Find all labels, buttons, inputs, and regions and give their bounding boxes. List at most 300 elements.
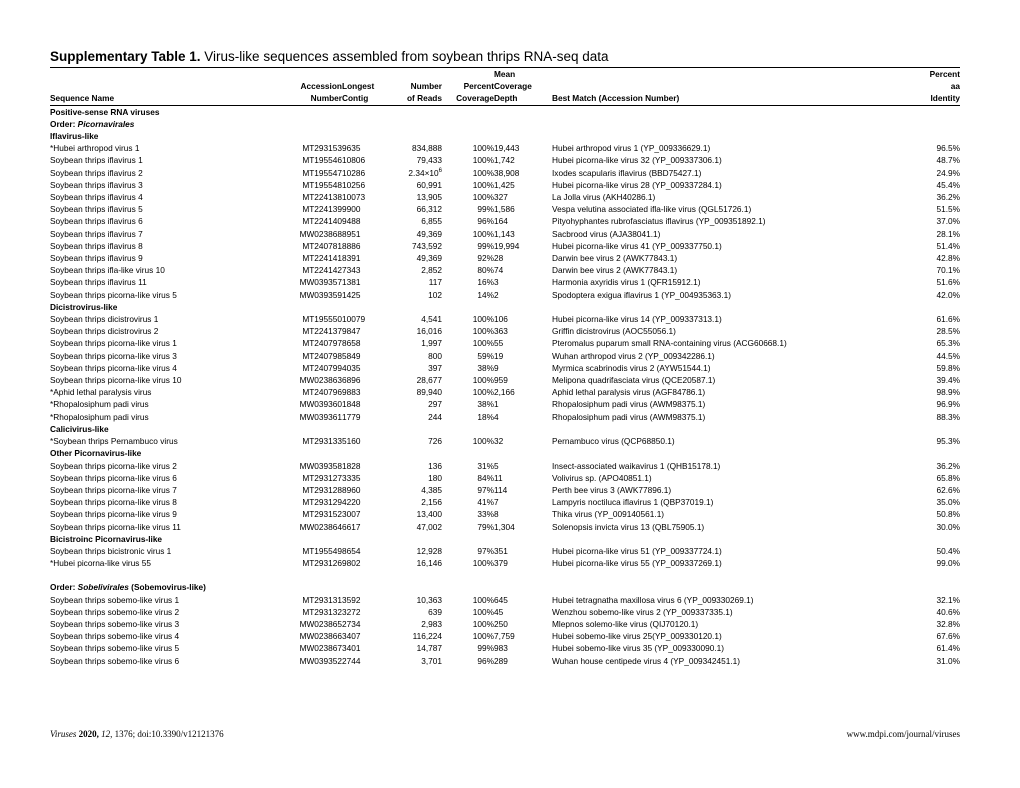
cell-contig: 8960 xyxy=(342,484,361,495)
cell-contig: 2744 xyxy=(342,655,361,666)
cell-acc: MT240781 xyxy=(302,240,342,251)
cell-contig: 8658 xyxy=(342,338,361,349)
column-header-acc xyxy=(282,68,342,80)
table-row xyxy=(50,191,960,203)
cell-cov: 99% xyxy=(477,643,494,654)
cell-acc: MT240798 xyxy=(302,350,342,361)
cell-contig: 4035 xyxy=(342,362,361,373)
cell-acc: MT240796 xyxy=(302,387,342,398)
column-header-cov xyxy=(442,68,494,80)
cell-name: *Hubei arthropod virus 1 xyxy=(50,143,140,154)
cell-ident: 51.6% xyxy=(936,277,960,288)
cell-contig: 3592 xyxy=(342,594,361,605)
table-body xyxy=(50,105,960,667)
cell-cov: 96% xyxy=(477,216,494,227)
cell-acc: MT195548 xyxy=(302,179,342,190)
column-header-contig: Longest xyxy=(342,81,375,92)
cell-ident: 61.4% xyxy=(936,643,960,654)
cell-depth: 55 xyxy=(494,338,504,349)
cell-reads: 136 xyxy=(428,460,442,471)
cell-ident: 67.6% xyxy=(936,631,960,642)
section-heading xyxy=(50,581,960,593)
cell-depth: 1 xyxy=(494,399,499,410)
cell-reads: 834,888 xyxy=(412,143,442,154)
cell-name: Soybean thrips dicistrovirus 2 xyxy=(50,326,159,337)
cell-depth: 9 xyxy=(494,362,499,373)
cell-contig: 1848 xyxy=(342,399,361,410)
cell-acc: MT293131 xyxy=(302,594,342,605)
table-row xyxy=(50,398,960,410)
cell-ident: 61.6% xyxy=(936,314,960,325)
cell-match: Hubei picorna-like virus 55 (YP_009337269.1) xyxy=(552,558,722,569)
cell-depth: 1,742 xyxy=(494,155,515,166)
table-row xyxy=(50,496,960,508)
cell-ident: 98.9% xyxy=(936,387,960,398)
table-row xyxy=(50,484,960,496)
column-header-cov: Percent xyxy=(463,81,494,92)
table-row xyxy=(50,313,960,325)
table-row xyxy=(50,435,960,447)
cell-acc: MW023866 xyxy=(299,631,342,642)
cell-depth: 363 xyxy=(494,326,508,337)
section-heading-text: Dicistrovirus-like xyxy=(50,301,118,312)
table-row xyxy=(50,142,960,154)
section-heading xyxy=(50,301,960,313)
cell-contig: 2734 xyxy=(342,618,361,629)
cell-contig: 9883 xyxy=(342,387,361,398)
journal-year: 2020, xyxy=(76,729,102,739)
cell-name: *Rhopalosiphum padi virus xyxy=(50,399,149,410)
cell-name: Soybean thrips picorna-like virus 3 xyxy=(50,350,177,361)
cell-ident: 50.4% xyxy=(936,545,960,556)
cell-cov: 33% xyxy=(477,509,494,520)
cell-ident: 96.9% xyxy=(936,399,960,410)
cell-contig: 5160 xyxy=(342,436,361,447)
cell-ident: 31.0% xyxy=(936,655,960,666)
cell-reads: 89,940 xyxy=(416,387,442,398)
cell-reads: 639 xyxy=(428,606,442,617)
section-heading-row xyxy=(50,105,960,118)
column-header-reads: of Reads xyxy=(394,92,442,105)
cell-depth: 8 xyxy=(494,509,499,520)
section-heading-text: Order: xyxy=(50,118,78,129)
cell-acc: MT224141 xyxy=(302,253,342,264)
cell-match: Griffin dicistrovirus (AOC55056.1) xyxy=(552,326,676,337)
table-row xyxy=(50,411,960,423)
cell-depth: 7,759 xyxy=(494,631,515,642)
cell-name: Soybean thrips sobemo-like virus 2 xyxy=(50,606,180,617)
cell-contig: 9802 xyxy=(342,558,361,569)
cell-match: Hubei tetragnatha maxillosa virus 6 (YP_009330269.1) xyxy=(552,594,754,605)
cell-contig: 8654 xyxy=(342,545,361,556)
cell-name: Soybean thrips picorna-like virus 10 xyxy=(50,375,182,386)
cell-acc: MW039358 xyxy=(299,460,342,471)
cell-cov: 80% xyxy=(477,265,494,276)
table-row xyxy=(50,655,960,667)
cell-cov: 100% xyxy=(472,179,494,190)
cell-cov: 97% xyxy=(477,545,494,556)
spacer-row xyxy=(50,569,960,581)
cell-ident: 50.8% xyxy=(936,509,960,520)
cell-contig: 1381 xyxy=(342,277,361,288)
cell-match: Darwin bee virus 2 (AWK77843.1) xyxy=(552,253,678,264)
cell-match: Wuhan arthropod virus 2 (YP_009342286.1) xyxy=(552,350,715,361)
table-row xyxy=(50,337,960,349)
cell-name: Soybean thrips iflavirus 4 xyxy=(50,192,143,203)
cell-match: Aphid lethal paralysis virus (AGF84786.1) xyxy=(552,387,706,398)
cell-depth: 250 xyxy=(494,618,508,629)
cell-acc: MT240797 xyxy=(302,338,342,349)
cell-ident: 95.3% xyxy=(936,436,960,447)
section-heading-row xyxy=(50,423,960,435)
table-row xyxy=(50,362,960,374)
cell-reads: 726 xyxy=(428,436,442,447)
table-header xyxy=(50,68,960,105)
cell-match: Rhopalosiphum padi virus (AWM98375.1) xyxy=(552,399,706,410)
cell-depth: 959 xyxy=(494,375,508,386)
cell-cov: 100% xyxy=(472,631,494,642)
cell-depth: 3 xyxy=(494,277,499,288)
cell-contig: 10806 xyxy=(342,155,366,166)
column-header-reads: Number xyxy=(410,81,442,92)
cell-contig: 5849 xyxy=(342,350,361,361)
cell-acc: MT224142 xyxy=(302,265,342,276)
cell-match: Mlepnos solemo-like virus (QIJ70120.1) xyxy=(552,618,699,629)
cell-cov: 97% xyxy=(477,484,494,495)
cell-acc: MT240799 xyxy=(302,362,342,373)
cell-depth: 645 xyxy=(494,594,508,605)
column-header-name xyxy=(50,68,282,80)
cell-reads: 10,363 xyxy=(416,594,442,605)
cell-match: Wenzhou sobemo-like virus 2 (YP_009337335.1) xyxy=(552,606,733,617)
cell-match: Pityohyphantes rubrofasciatus iflavirus (YP_009351892.1) xyxy=(552,216,766,227)
cell-ident: 36.2% xyxy=(936,460,960,471)
cell-depth: 1,143 xyxy=(494,228,515,239)
cell-acc: MT293133 xyxy=(302,436,342,447)
cell-contig: 9847 xyxy=(342,326,361,337)
section-heading-text: Calicivirus-like xyxy=(50,423,109,434)
cell-cov: 18% xyxy=(477,411,494,422)
cell-match: Sacbrood virus (AJA38041.1) xyxy=(552,228,661,239)
cell-acc: MW039361 xyxy=(299,411,342,422)
cell-cov: 100% xyxy=(472,338,494,349)
cell-cov: 59% xyxy=(477,350,494,361)
cell-reads: 13,905 xyxy=(416,192,442,203)
cell-ident: 40.6% xyxy=(936,606,960,617)
cell-match: Thika virus (YP_009140561.1) xyxy=(552,509,665,520)
cell-acc: MW039360 xyxy=(299,399,342,410)
table-row xyxy=(50,521,960,533)
cell-contig: 6617 xyxy=(342,521,361,532)
cell-name: Soybean thrips sobemo-like virus 1 xyxy=(50,594,180,605)
cell-contig: 10286 xyxy=(342,167,366,178)
table-title xyxy=(50,48,960,66)
cell-depth: 327 xyxy=(494,192,508,203)
cell-cov: 100% xyxy=(472,326,494,337)
column-header-depth: Mean xyxy=(494,69,516,79)
section-heading-row xyxy=(50,581,960,593)
cell-acc: MT195546 xyxy=(302,155,342,166)
column-header-cov: Coverage xyxy=(442,92,494,105)
cell-depth: 19,443 xyxy=(494,143,520,154)
cell-match: Harmonia axyridis virus 1 (QFR15912.1) xyxy=(552,277,701,288)
section-heading xyxy=(50,118,960,130)
cell-depth: 289 xyxy=(494,655,508,666)
cell-cov: 38% xyxy=(477,399,494,410)
cell-reads: 49,369 xyxy=(416,228,442,239)
cell-acc: MT293152 xyxy=(302,509,342,520)
cell-match: Melipona quadrifasciata virus (QCE20587.1) xyxy=(552,375,716,386)
column-header-match xyxy=(546,68,900,80)
cell-reads: 1,997 xyxy=(421,338,442,349)
cell-cov: 100% xyxy=(472,167,494,178)
cell-acc: MT195547 xyxy=(302,167,342,178)
cell-contig: 3335 xyxy=(342,472,361,483)
table-title-label: Supplementary Table 1. xyxy=(50,49,201,64)
cell-depth: 114 xyxy=(494,484,508,495)
cell-depth: 5 xyxy=(494,460,499,471)
table-row xyxy=(50,203,960,215)
cell-name: *Soybean thrips Pernambuco virus xyxy=(50,436,178,447)
cell-ident: 24.9% xyxy=(936,167,960,178)
section-heading-row xyxy=(50,130,960,142)
cell-reads: 244 xyxy=(428,411,442,422)
cell-match: Wuhan house centipede virus 4 (YP_009342451.1) xyxy=(552,655,741,666)
cell-contig: 9488 xyxy=(342,216,361,227)
column-header-match xyxy=(546,80,900,92)
cell-ident: 65.3% xyxy=(936,338,960,349)
cell-name: Soybean thrips iflavirus 2 xyxy=(50,167,143,178)
table-row xyxy=(50,167,960,179)
citation-doi: , 1376; doi:10.3390/v12121376 xyxy=(110,729,224,739)
section-heading-text: Other Picornavirus-like xyxy=(50,448,142,459)
cell-depth: 2,166 xyxy=(494,387,515,398)
cell-ident: 51.4% xyxy=(936,240,960,251)
spacer-cell xyxy=(50,569,960,581)
cell-ident: 62.6% xyxy=(936,484,960,495)
cell-name: Soybean thrips iflavirus 11 xyxy=(50,277,147,288)
cell-cov: 100% xyxy=(472,594,494,605)
cell-ident: 32.1% xyxy=(936,594,960,605)
cell-ident: 32.8% xyxy=(936,618,960,629)
cell-depth: 379 xyxy=(494,558,508,569)
cell-name: *Rhopalosiphum padi virus xyxy=(50,411,149,422)
cell-name: Soybean thrips iflavirus 1 xyxy=(50,155,143,166)
cell-cov: 100% xyxy=(472,558,494,569)
cell-match: Hubei picorna-like virus 32 (YP_009337306.1) xyxy=(552,155,722,166)
cell-reads: 60,991 xyxy=(416,179,442,190)
cell-name: Soybean thrips iflavirus 7 xyxy=(50,228,143,239)
cell-name: Soybean thrips picorna-like virus 9 xyxy=(50,509,177,520)
cell-reads: 297 xyxy=(428,399,442,410)
cell-depth: 32 xyxy=(494,436,504,447)
cell-ident: 88.3% xyxy=(936,411,960,422)
cell-reads: 2,156 xyxy=(421,497,442,508)
cell-reads: 12,928 xyxy=(416,545,442,556)
table-title-text: Virus-like sequences assembled from soybean thrips RNA-seq data xyxy=(200,49,609,64)
header-row xyxy=(50,92,960,105)
cell-depth: 1,425 xyxy=(494,179,515,190)
column-header-name xyxy=(50,80,282,92)
cell-reads xyxy=(394,167,442,179)
cell-match: Pernambuco virus (QCP68850.1) xyxy=(552,436,675,447)
cell-match: Darwin bee virus 2 (AWK77843.1) xyxy=(552,265,678,276)
cell-reads: 16,016 xyxy=(416,326,442,337)
table-row xyxy=(50,557,960,569)
cell-cov: 100% xyxy=(472,228,494,239)
header-row xyxy=(50,80,960,92)
cell-contig: 10073 xyxy=(342,192,366,203)
cell-cov: 31% xyxy=(477,460,494,471)
cell-name: Soybean thrips ifla-like virus 10 xyxy=(50,265,165,276)
section-heading xyxy=(50,130,960,142)
cell-name: Soybean thrips picorna-like virus 2 xyxy=(50,460,177,471)
cell-name: *Aphid lethal paralysis virus xyxy=(50,387,152,398)
section-heading-row xyxy=(50,533,960,545)
cell-depth: 4 xyxy=(494,411,499,422)
cell-name: Soybean thrips dicistrovirus 1 xyxy=(50,314,159,325)
cell-cov: 100% xyxy=(472,375,494,386)
cell-acc: MW023867 xyxy=(299,643,342,654)
cell-reads: 2,852 xyxy=(421,265,442,276)
cell-cov: 92% xyxy=(477,253,494,264)
cell-ident: 30.0% xyxy=(936,521,960,532)
cell-contig: 9635 xyxy=(342,143,361,154)
cell-contig: 3407 xyxy=(342,631,361,642)
cell-depth: 164 xyxy=(494,216,508,227)
cell-ident: 42.0% xyxy=(936,289,960,300)
cell-cov: 100% xyxy=(472,387,494,398)
cell-reads: 49,369 xyxy=(416,253,442,264)
table-row xyxy=(50,350,960,362)
cell-name: Soybean thrips iflavirus 6 xyxy=(50,216,143,227)
cell-reads-base: 2.34×10 xyxy=(408,167,439,178)
cell-contig: 8886 xyxy=(342,240,361,251)
table-row xyxy=(50,472,960,484)
cell-acc: MW039359 xyxy=(299,289,342,300)
cell-name: Soybean thrips picorna-like virus 4 xyxy=(50,362,177,373)
cell-match: Perth bee virus 3 (AWK77896.1) xyxy=(552,484,672,495)
cell-name: Soybean thrips picorna-like virus 7 xyxy=(50,484,177,495)
journal-url: www.mdpi.com/journal/viruses xyxy=(846,729,960,739)
cell-depth: 2 xyxy=(494,289,499,300)
cell-cov: 79% xyxy=(477,521,494,532)
section-heading-text: Iflavirus-like xyxy=(50,131,99,142)
cell-ident: 36.2% xyxy=(936,192,960,203)
cell-contig: 4220 xyxy=(342,497,361,508)
cell-cov: 100% xyxy=(472,155,494,166)
cell-ident: 28.5% xyxy=(936,326,960,337)
cell-acc: MW023868 xyxy=(299,228,342,239)
section-heading-text: Positive-sense RNA viruses xyxy=(50,106,160,117)
cell-name: Soybean thrips bicistronic virus 1 xyxy=(50,545,172,556)
cell-contig: 10256 xyxy=(342,179,366,190)
cell-name: Soybean thrips iflavirus 8 xyxy=(50,240,143,251)
cell-reads: 4,385 xyxy=(421,484,442,495)
cell-ident: 28.1% xyxy=(936,228,960,239)
section-heading-text: Order: xyxy=(50,582,78,593)
column-header-ident: aa xyxy=(950,81,960,92)
cell-reads: 117 xyxy=(428,277,442,288)
cell-match: Spodoptera exigua iflavirus 1 (YP_004935363.1) xyxy=(552,289,731,300)
cell-ident: 39.4% xyxy=(936,375,960,386)
table-row xyxy=(50,606,960,618)
table-row xyxy=(50,460,960,472)
cell-match: Hubei sobemo-like virus 25(YP_009330120.1) xyxy=(552,631,722,642)
section-heading-taxon: Picornavirales xyxy=(77,118,135,129)
cell-match: Hubei picorna-like virus 28 (YP_009337284.1) xyxy=(552,179,722,190)
cell-ident: 70.1% xyxy=(936,265,960,276)
cell-acc: MT293127 xyxy=(302,472,342,483)
cell-contig: 1425 xyxy=(342,289,361,300)
cell-cov: 14% xyxy=(477,289,494,300)
cell-depth: 1,586 xyxy=(494,204,515,215)
cell-cov: 38% xyxy=(477,362,494,373)
cell-depth: 19 xyxy=(494,350,504,361)
cell-acc: MW039357 xyxy=(299,277,342,288)
column-header-depth: Coverage xyxy=(494,81,532,92)
cell-match: Hubei picorna-like virus 14 (YP_009337313.1) xyxy=(552,314,722,325)
cell-acc: MW039352 xyxy=(299,655,342,666)
table-row xyxy=(50,545,960,557)
cell-cov: 41% xyxy=(477,497,494,508)
cell-name: Soybean thrips iflavirus 9 xyxy=(50,253,143,264)
section-heading-row xyxy=(50,301,960,313)
cell-name: Soybean thrips picorna-like virus 6 xyxy=(50,472,177,483)
cell-acc: MW023864 xyxy=(299,521,342,532)
cell-cov: 16% xyxy=(477,277,494,288)
cell-reads: 2,983 xyxy=(421,618,442,629)
cell-ident: 35.0% xyxy=(936,497,960,508)
cell-acc: MT293128 xyxy=(302,484,342,495)
cell-contig: 8951 xyxy=(342,228,361,239)
table-row xyxy=(50,179,960,191)
cell-acc: MT293126 xyxy=(302,558,342,569)
cell-depth: 1,304 xyxy=(494,521,515,532)
cell-cov: 96% xyxy=(477,655,494,666)
cell-ident: 59.8% xyxy=(936,362,960,373)
header-row xyxy=(50,68,960,80)
cell-reads: 102 xyxy=(428,289,442,300)
cell-contig: 1779 xyxy=(342,411,361,422)
cell-cov: 100% xyxy=(472,314,494,325)
cell-ident: 99.0% xyxy=(936,558,960,569)
column-header-match: Best Match (Accession Number) xyxy=(546,92,900,105)
cell-name: *Hubei picorna-like virus 55 xyxy=(50,558,151,569)
cell-ident: 65.8% xyxy=(936,472,960,483)
cell-contig: 3272 xyxy=(342,606,361,617)
cell-ident: 44.5% xyxy=(936,350,960,361)
cell-reads: 16,146 xyxy=(416,558,442,569)
cell-name: Soybean thrips picorna-like virus 11 xyxy=(50,521,181,532)
cell-cov: 99% xyxy=(477,240,494,251)
cell-contig: 6896 xyxy=(342,375,361,386)
cell-depth: 351 xyxy=(494,545,508,556)
cell-acc: MW023863 xyxy=(299,375,342,386)
table-row xyxy=(50,374,960,386)
section-heading-note: (Sobemovirus-like) xyxy=(128,582,206,593)
cell-reads: 13,400 xyxy=(416,509,442,520)
cell-acc: MW023865 xyxy=(299,618,342,629)
cell-depth: 11 xyxy=(494,472,503,483)
cell-depth: 74 xyxy=(494,265,504,276)
table-row xyxy=(50,240,960,252)
cell-match: Hubei sobemo-like virus 35 (YP_009330090.1) xyxy=(552,643,725,654)
table-row xyxy=(50,264,960,276)
cell-name: Soybean thrips sobemo-like virus 6 xyxy=(50,655,180,666)
cell-match: Pteromalus puparum small RNA-containing virus (ACG60668.1) xyxy=(552,338,787,349)
cell-ident: 37.0% xyxy=(936,216,960,227)
